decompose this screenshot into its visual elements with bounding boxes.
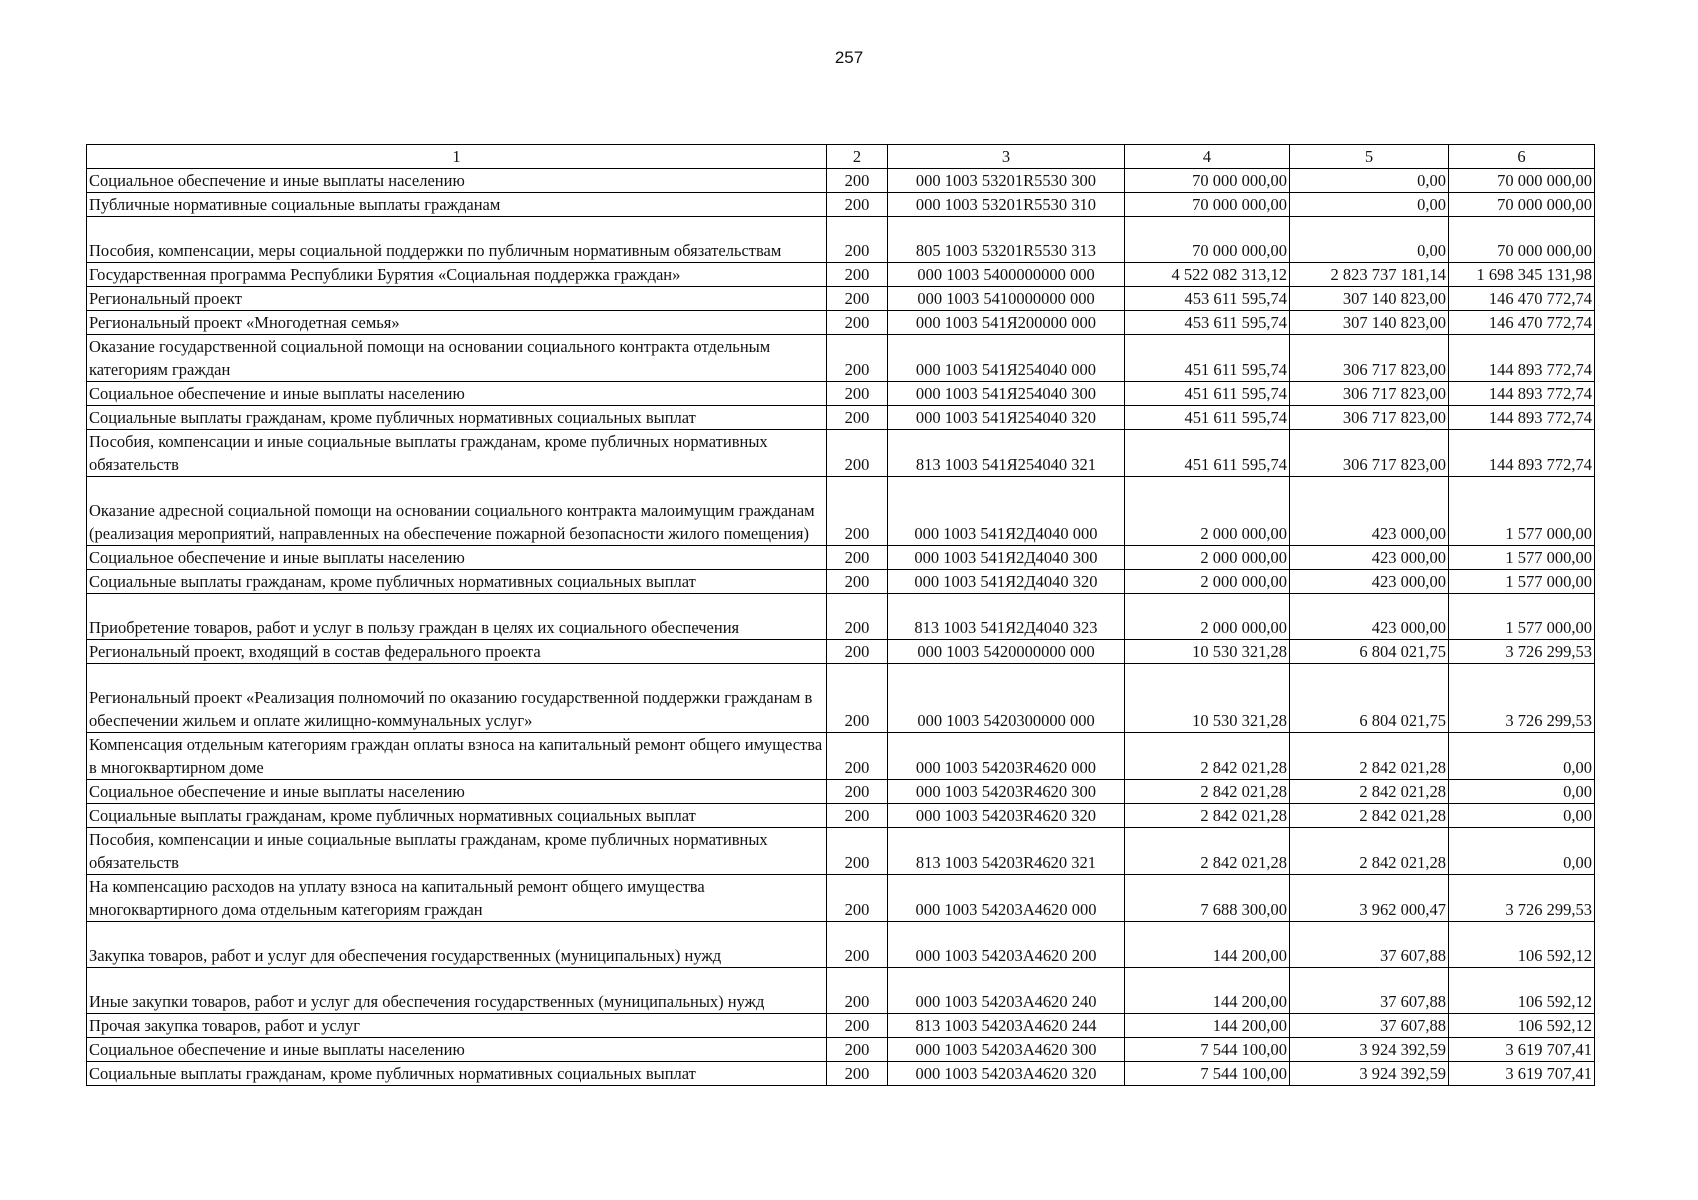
row-kbk: 000 1003 5420000000 000 bbox=[888, 640, 1125, 664]
row-value-5: 2 842 021,28 bbox=[1290, 780, 1449, 804]
row-kbk: 000 1003 541Я254040 320 bbox=[888, 406, 1125, 430]
row-kbk: 000 1003 54203R4620 300 bbox=[888, 780, 1125, 804]
row-value-5: 423 000,00 bbox=[1290, 570, 1449, 594]
row-value-4: 2 000 000,00 bbox=[1125, 594, 1290, 640]
row-value-4: 144 200,00 bbox=[1125, 968, 1290, 1014]
row-kbk: 805 1003 53201R5530 313 bbox=[888, 217, 1125, 263]
table-row bbox=[87, 546, 1595, 570]
row-value-5: 2 842 021,28 bbox=[1290, 804, 1449, 828]
row-value-4: 70 000 000,00 bbox=[1125, 217, 1290, 263]
row-name: Приобретение товаров, работ и услуг в пользу граждан в целях их социального обеспечения bbox=[87, 594, 827, 640]
row-code: 200 bbox=[827, 733, 888, 780]
row-value-4: 451 611 595,74 bbox=[1125, 335, 1290, 382]
row-value-5: 37 607,88 bbox=[1290, 968, 1449, 1014]
row-kbk: 000 1003 54203R4620 000 bbox=[888, 733, 1125, 780]
row-value-5: 423 000,00 bbox=[1290, 477, 1449, 546]
row-name: Социальное обеспечение и иные выплаты населению bbox=[87, 169, 827, 193]
row-value-5: 0,00 bbox=[1290, 169, 1449, 193]
table-row bbox=[87, 922, 1595, 968]
row-value-4: 2 000 000,00 bbox=[1125, 477, 1290, 546]
row-value-6: 3 619 707,41 bbox=[1449, 1062, 1595, 1086]
row-name: Социальные выплаты гражданам, кроме публичных нормативных социальных выплат bbox=[87, 406, 827, 430]
row-value-6: 0,00 bbox=[1449, 733, 1595, 780]
table-row bbox=[87, 733, 1595, 780]
row-value-5: 423 000,00 bbox=[1290, 594, 1449, 640]
row-code: 200 bbox=[827, 263, 888, 287]
row-value-6: 70 000 000,00 bbox=[1449, 193, 1595, 217]
row-code: 200 bbox=[827, 594, 888, 640]
row-code: 200 bbox=[827, 406, 888, 430]
row-value-5: 307 140 823,00 bbox=[1290, 311, 1449, 335]
table-row bbox=[87, 664, 1595, 733]
row-name: Публичные нормативные социальные выплаты гражданам bbox=[87, 193, 827, 217]
row-value-4: 451 611 595,74 bbox=[1125, 406, 1290, 430]
table-body bbox=[87, 169, 1595, 1086]
row-name: Региональный проект «Многодетная семья» bbox=[87, 311, 827, 335]
row-value-5: 2 823 737 181,14 bbox=[1290, 263, 1449, 287]
table-row bbox=[87, 828, 1595, 875]
row-code: 200 bbox=[827, 335, 888, 382]
row-value-6: 70 000 000,00 bbox=[1449, 169, 1595, 193]
row-value-5: 2 842 021,28 bbox=[1290, 828, 1449, 875]
row-value-6: 0,00 bbox=[1449, 828, 1595, 875]
row-value-4: 10 530 321,28 bbox=[1125, 664, 1290, 733]
table-row bbox=[87, 169, 1595, 193]
table-row bbox=[87, 1038, 1595, 1062]
table-row bbox=[87, 335, 1595, 382]
table-row bbox=[87, 477, 1595, 546]
row-code: 200 bbox=[827, 382, 888, 406]
row-name: Оказание государственной социальной помощи на основании социального контракта отдельным категориям граждан bbox=[87, 335, 827, 382]
row-value-4: 453 611 595,74 bbox=[1125, 287, 1290, 311]
header-cell-2: 2 bbox=[827, 145, 888, 169]
row-value-4: 7 544 100,00 bbox=[1125, 1062, 1290, 1086]
row-value-5: 37 607,88 bbox=[1290, 922, 1449, 968]
row-value-4: 144 200,00 bbox=[1125, 1014, 1290, 1038]
row-code: 200 bbox=[827, 968, 888, 1014]
row-code: 200 bbox=[827, 922, 888, 968]
row-kbk: 000 1003 541Я2Д4040 320 bbox=[888, 570, 1125, 594]
row-value-4: 2 842 021,28 bbox=[1125, 780, 1290, 804]
row-code: 200 bbox=[827, 1062, 888, 1086]
row-kbk: 000 1003 54203А4620 240 bbox=[888, 968, 1125, 1014]
table-row bbox=[87, 875, 1595, 922]
table-row bbox=[87, 382, 1595, 406]
row-code: 200 bbox=[827, 287, 888, 311]
row-value-5: 3 962 000,47 bbox=[1290, 875, 1449, 922]
row-value-4: 7 544 100,00 bbox=[1125, 1038, 1290, 1062]
row-code: 200 bbox=[827, 169, 888, 193]
table-row bbox=[87, 430, 1595, 477]
row-value-5: 423 000,00 bbox=[1290, 546, 1449, 570]
row-code: 200 bbox=[827, 828, 888, 875]
table-row bbox=[87, 263, 1595, 287]
row-value-5: 306 717 823,00 bbox=[1290, 335, 1449, 382]
row-kbk: 000 1003 54203А4620 300 bbox=[888, 1038, 1125, 1062]
row-value-6: 3 726 299,53 bbox=[1449, 875, 1595, 922]
table-row bbox=[87, 1014, 1595, 1038]
table-row bbox=[87, 804, 1595, 828]
row-value-5: 306 717 823,00 bbox=[1290, 406, 1449, 430]
row-name: Социальные выплаты гражданам, кроме публичных нормативных социальных выплат bbox=[87, 804, 827, 828]
row-value-5: 2 842 021,28 bbox=[1290, 733, 1449, 780]
row-name: Оказание адресной социальной помощи на основании социального контракта малоимущим гражданам (реализация мероприятий, направленных на обеспечение пожарной безопасности жилого помещения) bbox=[87, 477, 827, 546]
row-value-5: 6 804 021,75 bbox=[1290, 640, 1449, 664]
row-value-6: 106 592,12 bbox=[1449, 922, 1595, 968]
row-value-6: 146 470 772,74 bbox=[1449, 287, 1595, 311]
row-code: 200 bbox=[827, 217, 888, 263]
row-code: 200 bbox=[827, 546, 888, 570]
row-code: 200 bbox=[827, 664, 888, 733]
row-value-4: 2 000 000,00 bbox=[1125, 570, 1290, 594]
row-name: На компенсацию расходов на уплату взноса на капитальный ремонт общего имущества многоквартирного дома отдельным категориям граждан bbox=[87, 875, 827, 922]
row-value-6: 1 577 000,00 bbox=[1449, 546, 1595, 570]
row-name: Компенсация отдельным категориям граждан оплаты взноса на капитальный ремонт общего имущества в многоквартирном доме bbox=[87, 733, 827, 780]
row-kbk: 000 1003 541Я2Д4040 300 bbox=[888, 546, 1125, 570]
row-value-6: 106 592,12 bbox=[1449, 968, 1595, 1014]
row-name: Региональный проект bbox=[87, 287, 827, 311]
row-value-5: 3 924 392,59 bbox=[1290, 1038, 1449, 1062]
row-name: Социальные выплаты гражданам, кроме публичных нормативных социальных выплат bbox=[87, 1062, 827, 1086]
row-name: Социальное обеспечение и иные выплаты населению bbox=[87, 780, 827, 804]
table-row bbox=[87, 640, 1595, 664]
row-name: Закупка товаров, работ и услуг для обеспечения государственных (муниципальных) нужд bbox=[87, 922, 827, 968]
table-row bbox=[87, 570, 1595, 594]
row-value-5: 3 924 392,59 bbox=[1290, 1062, 1449, 1086]
row-value-5: 6 804 021,75 bbox=[1290, 664, 1449, 733]
row-name: Прочая закупка товаров, работ и услуг bbox=[87, 1014, 827, 1038]
header-cell-1: 1 bbox=[87, 145, 827, 169]
row-name: Региональный проект «Реализация полномочий по оказанию государственной поддержки гражданам в обеспечении жильем и оплате жилищно-коммунальных услуг» bbox=[87, 664, 827, 733]
header-cell-5: 5 bbox=[1290, 145, 1449, 169]
row-code: 200 bbox=[827, 311, 888, 335]
row-code: 200 bbox=[827, 875, 888, 922]
row-kbk: 813 1003 541Я254040 321 bbox=[888, 430, 1125, 477]
row-kbk: 000 1003 541Я254040 000 bbox=[888, 335, 1125, 382]
header-cell-3: 3 bbox=[888, 145, 1125, 169]
row-value-4: 70 000 000,00 bbox=[1125, 169, 1290, 193]
row-value-5: 0,00 bbox=[1290, 217, 1449, 263]
table-row bbox=[87, 193, 1595, 217]
row-value-6: 1 698 345 131,98 bbox=[1449, 263, 1595, 287]
row-value-6: 70 000 000,00 bbox=[1449, 217, 1595, 263]
table-row bbox=[87, 968, 1595, 1014]
row-value-5: 37 607,88 bbox=[1290, 1014, 1449, 1038]
row-value-5: 0,00 bbox=[1290, 193, 1449, 217]
row-value-4: 144 200,00 bbox=[1125, 922, 1290, 968]
row-kbk: 000 1003 54203А4620 320 bbox=[888, 1062, 1125, 1086]
row-kbk: 000 1003 54203R4620 320 bbox=[888, 804, 1125, 828]
row-code: 200 bbox=[827, 430, 888, 477]
row-value-6: 106 592,12 bbox=[1449, 1014, 1595, 1038]
table-row bbox=[87, 1062, 1595, 1086]
row-value-4: 4 522 082 313,12 bbox=[1125, 263, 1290, 287]
row-value-6: 3 726 299,53 bbox=[1449, 664, 1595, 733]
row-name: Социальное обеспечение и иные выплаты населению bbox=[87, 382, 827, 406]
row-value-4: 2 000 000,00 bbox=[1125, 546, 1290, 570]
row-code: 200 bbox=[827, 780, 888, 804]
row-value-5: 307 140 823,00 bbox=[1290, 287, 1449, 311]
row-value-4: 70 000 000,00 bbox=[1125, 193, 1290, 217]
row-value-4: 2 842 021,28 bbox=[1125, 804, 1290, 828]
row-code: 200 bbox=[827, 804, 888, 828]
table-row bbox=[87, 780, 1595, 804]
row-name: Государственная программа Республики Бурятия «Социальная поддержка граждан» bbox=[87, 263, 827, 287]
row-name: Социальное обеспечение и иные выплаты населению bbox=[87, 1038, 827, 1062]
row-value-4: 451 611 595,74 bbox=[1125, 430, 1290, 477]
row-value-6: 144 893 772,74 bbox=[1449, 430, 1595, 477]
row-value-6: 146 470 772,74 bbox=[1449, 311, 1595, 335]
row-kbk: 000 1003 541Я200000 000 bbox=[888, 311, 1125, 335]
row-kbk: 813 1003 54203R4620 321 bbox=[888, 828, 1125, 875]
row-value-6: 144 893 772,74 bbox=[1449, 406, 1595, 430]
row-code: 200 bbox=[827, 1038, 888, 1062]
row-value-6: 144 893 772,74 bbox=[1449, 382, 1595, 406]
row-value-4: 2 842 021,28 bbox=[1125, 733, 1290, 780]
row-code: 200 bbox=[827, 1014, 888, 1038]
row-value-6: 1 577 000,00 bbox=[1449, 570, 1595, 594]
row-value-6: 0,00 bbox=[1449, 780, 1595, 804]
row-kbk: 000 1003 5410000000 000 bbox=[888, 287, 1125, 311]
row-kbk: 000 1003 53201R5530 310 bbox=[888, 193, 1125, 217]
row-value-5: 306 717 823,00 bbox=[1290, 382, 1449, 406]
row-code: 200 bbox=[827, 570, 888, 594]
header-cell-6: 6 bbox=[1449, 145, 1595, 169]
row-kbk: 000 1003 54203А4620 200 bbox=[888, 922, 1125, 968]
table-row bbox=[87, 217, 1595, 263]
row-name: Пособия, компенсации и иные социальные выплаты гражданам, кроме публичных нормативных обязательств bbox=[87, 828, 827, 875]
row-kbk: 813 1003 54203А4620 244 bbox=[888, 1014, 1125, 1038]
row-kbk: 000 1003 54203А4620 000 bbox=[888, 875, 1125, 922]
row-value-4: 10 530 321,28 bbox=[1125, 640, 1290, 664]
row-name: Иные закупки товаров, работ и услуг для обеспечения государственных (муниципальных) нужд bbox=[87, 968, 827, 1014]
row-value-6: 3 619 707,41 bbox=[1449, 1038, 1595, 1062]
header-cell-4: 4 bbox=[1125, 145, 1290, 169]
row-value-6: 3 726 299,53 bbox=[1449, 640, 1595, 664]
header-row bbox=[87, 145, 1595, 169]
row-name: Пособия, компенсации, меры социальной поддержки по публичным нормативным обязательствам bbox=[87, 217, 827, 263]
row-value-6: 1 577 000,00 bbox=[1449, 594, 1595, 640]
row-kbk: 000 1003 541Я254040 300 bbox=[888, 382, 1125, 406]
row-code: 200 bbox=[827, 640, 888, 664]
row-kbk: 000 1003 53201R5530 300 bbox=[888, 169, 1125, 193]
row-value-6: 1 577 000,00 bbox=[1449, 477, 1595, 546]
row-name: Социальное обеспечение и иные выплаты населению bbox=[87, 546, 827, 570]
row-value-6: 144 893 772,74 bbox=[1449, 335, 1595, 382]
row-kbk: 000 1003 541Я2Д4040 000 bbox=[888, 477, 1125, 546]
table-row bbox=[87, 406, 1595, 430]
row-kbk: 000 1003 5420300000 000 bbox=[888, 664, 1125, 733]
row-name: Социальные выплаты гражданам, кроме публичных нормативных социальных выплат bbox=[87, 570, 827, 594]
row-value-4: 451 611 595,74 bbox=[1125, 382, 1290, 406]
row-name: Региональный проект, входящий в состав федерального проекта bbox=[87, 640, 827, 664]
page-number: 257 bbox=[834, 48, 864, 67]
row-value-4: 7 688 300,00 bbox=[1125, 875, 1290, 922]
row-value-4: 453 611 595,74 bbox=[1125, 311, 1290, 335]
table-row bbox=[87, 311, 1595, 335]
table-row bbox=[87, 594, 1595, 640]
row-code: 200 bbox=[827, 477, 888, 546]
table-row bbox=[87, 287, 1595, 311]
row-kbk: 000 1003 5400000000 000 bbox=[888, 263, 1125, 287]
row-code: 200 bbox=[827, 193, 888, 217]
row-value-4: 2 842 021,28 bbox=[1125, 828, 1290, 875]
row-name: Пособия, компенсации и иные социальные выплаты гражданам, кроме публичных нормативных обязательств bbox=[87, 430, 827, 477]
budget-table bbox=[86, 144, 1595, 1086]
row-value-6: 0,00 bbox=[1449, 804, 1595, 828]
row-kbk: 813 1003 541Я2Д4040 323 bbox=[888, 594, 1125, 640]
row-value-5: 306 717 823,00 bbox=[1290, 430, 1449, 477]
